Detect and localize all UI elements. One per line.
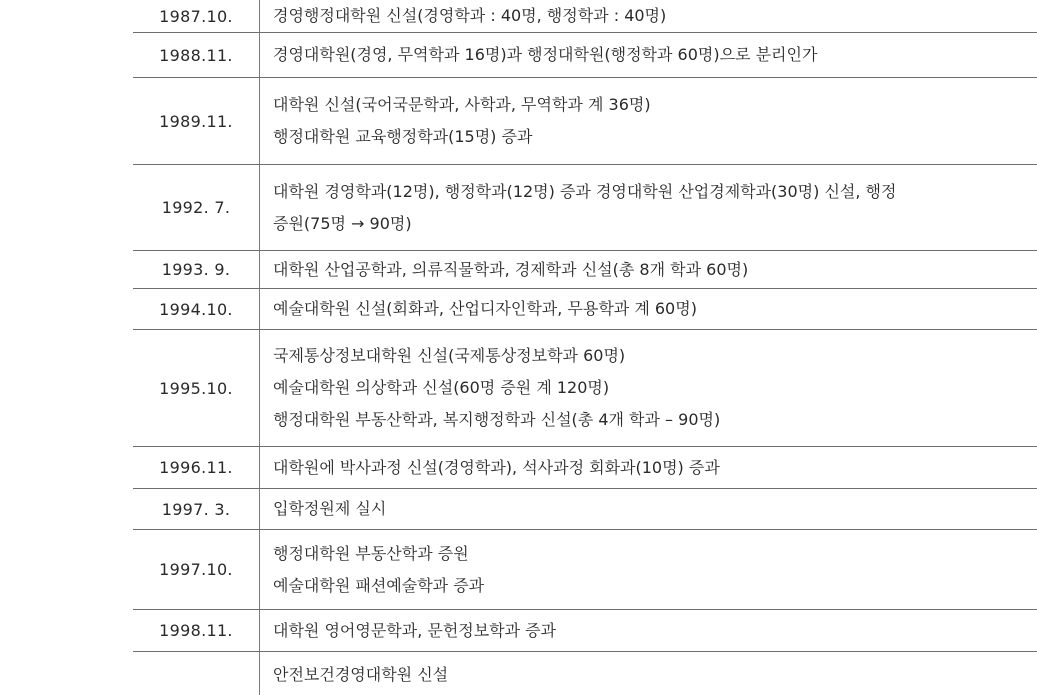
description-line: 대학원 산업공학과, 의류직물학과, 경제학과 신설(총 8개 학과 60명) bbox=[273, 259, 749, 279]
date-cell: 1994.10. bbox=[133, 289, 260, 330]
table-row bbox=[133, 0, 1037, 33]
date-cell bbox=[133, 652, 260, 695]
table-row bbox=[133, 652, 1037, 695]
description-cell bbox=[260, 251, 1037, 289]
description-line: 대학원 영어영문학과, 문헌정보학과 증과 bbox=[273, 620, 557, 640]
description-line: 대학원 경영학과(12명), 행정학과(12명) 증과 경영대학원 산업경제학과(30명) 신설, 행정 bbox=[273, 181, 897, 201]
description-line: 행정대학원 부동산학과, 복지행정학과 신설(총 4개 학과 – 90명) bbox=[273, 410, 721, 429]
description-line: 행정대학원 교육행정학과(15명) 증과 bbox=[273, 127, 533, 146]
description-line: 경영대학원(경영, 무역학과 16명)과 행정대학원(행정학과 60명)으로 분리인가 bbox=[273, 45, 818, 64]
description-line: 예술대학원 신설(회화과, 산업디자인학과, 무용학과 계 60명) bbox=[273, 299, 697, 318]
table-row bbox=[133, 289, 1037, 330]
table-row bbox=[133, 447, 1037, 489]
table-row bbox=[133, 330, 1037, 447]
description-cell bbox=[260, 289, 1037, 330]
date-cell: 1988.11. bbox=[133, 33, 260, 78]
description-line: 국제통상정보대학원 신설(국제통상정보학과 60명) bbox=[273, 346, 626, 365]
description-line: 예술대학원 의상학과 신설(60명 증원 계 120명) bbox=[273, 378, 610, 397]
table-row bbox=[133, 165, 1037, 251]
date-cell: 1993. 9. bbox=[133, 251, 260, 289]
table-row bbox=[133, 489, 1037, 530]
description-cell bbox=[260, 0, 1037, 33]
date-cell: 1987.10. bbox=[133, 0, 260, 33]
description-cell bbox=[260, 489, 1037, 530]
date-cell: 1992. 7. bbox=[133, 165, 260, 251]
description-cell bbox=[260, 652, 1037, 695]
date-cell: 1998.11. bbox=[133, 610, 260, 652]
description-cell bbox=[260, 530, 1037, 610]
description-line: 경영행정대학원 신설(경영학과 : 40명, 행정학과 : 40명) bbox=[273, 6, 667, 25]
description-cell bbox=[260, 165, 1037, 251]
description-line: 예술대학원 패션예술학과 증과 bbox=[273, 575, 485, 595]
date-cell: 1997.10. bbox=[133, 530, 260, 610]
history-table bbox=[133, 0, 1037, 695]
date-cell: 1997. 3. bbox=[133, 489, 260, 530]
table-row bbox=[133, 251, 1037, 289]
description-line: 증원(75명 → 90명) bbox=[273, 213, 412, 233]
table-row bbox=[133, 33, 1037, 78]
description-line: 대학원에 박사과정 신설(경영학과), 석사과정 회화과(10명) 증과 bbox=[273, 457, 720, 477]
description-cell bbox=[260, 33, 1037, 78]
date-cell: 1989.11. bbox=[133, 78, 260, 165]
description-cell bbox=[260, 610, 1037, 652]
table-row bbox=[133, 78, 1037, 165]
date-cell: 1996.11. bbox=[133, 447, 260, 489]
description-line: 입학정원제 실시 bbox=[273, 499, 387, 518]
description-line: 대학원 신설(국어국문학과, 사학과, 무역학과 계 36명) bbox=[273, 95, 651, 114]
description-cell bbox=[260, 330, 1037, 447]
description-cell bbox=[260, 78, 1037, 165]
description-line: 행정대학원 부동산학과 증원 bbox=[273, 543, 469, 563]
table-row bbox=[133, 610, 1037, 652]
date-cell: 1995.10. bbox=[133, 330, 260, 447]
description-cell bbox=[260, 447, 1037, 489]
table-row bbox=[133, 530, 1037, 610]
description-line: 안전보건경영대학원 신설 bbox=[273, 665, 449, 684]
